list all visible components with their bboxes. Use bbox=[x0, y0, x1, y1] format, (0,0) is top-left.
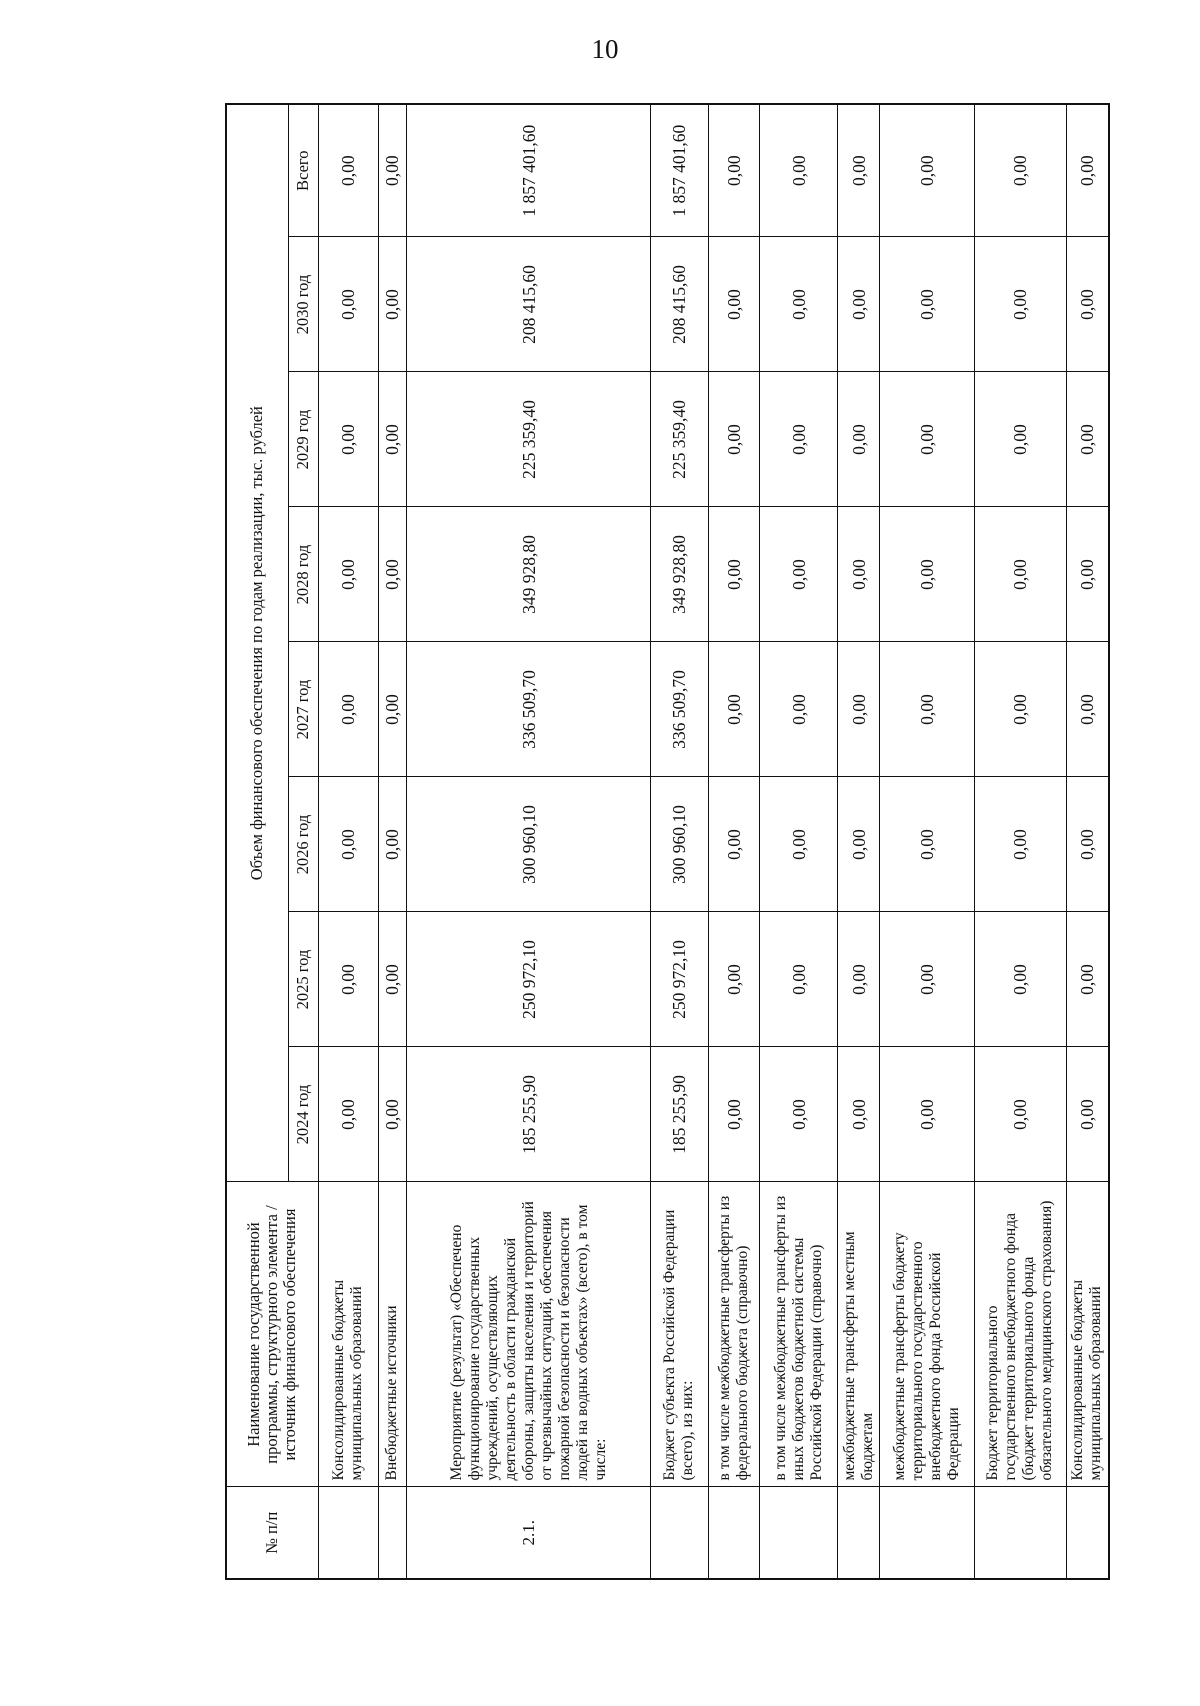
row-source-name: Внебюджетные источники bbox=[378, 1182, 407, 1487]
row-number bbox=[318, 1487, 378, 1579]
header-year: 2026 год bbox=[288, 777, 318, 912]
header-year: 2024 год bbox=[288, 1047, 318, 1182]
row-value: 0,00 bbox=[708, 507, 760, 642]
row-value: 0,00 bbox=[975, 1047, 1066, 1182]
row-value: 208 415,60 bbox=[650, 237, 708, 372]
table-row bbox=[650, 104, 708, 1579]
row-value: 0,00 bbox=[837, 507, 879, 642]
row-value: 0,00 bbox=[975, 912, 1066, 1047]
table-row bbox=[880, 104, 975, 1579]
row-source-name: Бюджет территориального государственного внебюджетного фонда (бюджет территориального фонда обязательного медицинского страхования) bbox=[975, 1182, 1066, 1487]
row-source-name: в том числе межбюджетные трансферты из федерального бюджета (справочно) bbox=[708, 1182, 760, 1487]
row-value: 0,00 bbox=[378, 912, 407, 1047]
row-value: 0,00 bbox=[760, 912, 838, 1047]
row-value: 0,00 bbox=[975, 777, 1066, 912]
row-number bbox=[1066, 1487, 1109, 1579]
row-value: 0,00 bbox=[1066, 1047, 1109, 1182]
row-value: 0,00 bbox=[378, 237, 407, 372]
row-value: 0,00 bbox=[975, 372, 1066, 507]
row-value: 0,00 bbox=[378, 372, 407, 507]
row-value: 300 960,10 bbox=[650, 777, 708, 912]
row-value: 349 928,80 bbox=[407, 507, 650, 642]
page-number: 10 bbox=[591, 34, 619, 64]
row-value: 1 857 401,60 bbox=[407, 104, 650, 237]
row-value: 0,00 bbox=[760, 104, 838, 237]
row-value: 0,00 bbox=[880, 642, 975, 777]
row-value: 0,00 bbox=[318, 642, 378, 777]
row-value: 0,00 bbox=[975, 642, 1066, 777]
row-value: 0,00 bbox=[975, 237, 1066, 372]
row-value: 0,00 bbox=[378, 777, 407, 912]
row-value: 0,00 bbox=[1066, 912, 1109, 1047]
table-row bbox=[760, 104, 838, 1579]
row-value: 1 857 401,60 bbox=[650, 104, 708, 237]
row-value: 0,00 bbox=[708, 912, 760, 1047]
row-value: 0,00 bbox=[760, 507, 838, 642]
row-value: 225 359,40 bbox=[650, 372, 708, 507]
row-value: 0,00 bbox=[837, 237, 879, 372]
row-value: 0,00 bbox=[708, 237, 760, 372]
row-value: 0,00 bbox=[1066, 507, 1109, 642]
row-number bbox=[378, 1487, 407, 1579]
row-value: 0,00 bbox=[708, 104, 760, 237]
funding-table bbox=[225, 103, 1110, 1580]
header-year: 2027 год bbox=[288, 642, 318, 777]
row-value: 0,00 bbox=[975, 104, 1066, 237]
row-value: 0,00 bbox=[760, 1047, 838, 1182]
row-number bbox=[760, 1487, 838, 1579]
row-value: 0,00 bbox=[1066, 372, 1109, 507]
table-row bbox=[708, 104, 760, 1579]
row-value: 0,00 bbox=[1066, 642, 1109, 777]
row-value: 0,00 bbox=[318, 777, 378, 912]
row-number bbox=[708, 1487, 760, 1579]
row-value: 185 255,90 bbox=[407, 1047, 650, 1182]
row-value: 0,00 bbox=[837, 912, 879, 1047]
table-row bbox=[407, 104, 650, 1579]
row-value: 0,00 bbox=[880, 104, 975, 237]
row-value: 0,00 bbox=[880, 372, 975, 507]
row-value: 0,00 bbox=[318, 1047, 378, 1182]
header-year: 2025 год bbox=[288, 912, 318, 1047]
row-value: 0,00 bbox=[880, 1047, 975, 1182]
row-value: 0,00 bbox=[378, 1047, 407, 1182]
table-row bbox=[318, 104, 378, 1579]
row-source-name: Консолидированные бюджеты муниципальных образований bbox=[1066, 1182, 1109, 1487]
row-value: 0,00 bbox=[318, 104, 378, 237]
row-value: 0,00 bbox=[837, 642, 879, 777]
table-row bbox=[975, 104, 1066, 1579]
row-value: 0,00 bbox=[1066, 237, 1109, 372]
table-row bbox=[837, 104, 879, 1579]
row-value: 0,00 bbox=[1066, 777, 1109, 912]
row-number bbox=[837, 1487, 879, 1579]
row-value: 225 359,40 bbox=[407, 372, 650, 507]
row-value: 0,00 bbox=[880, 237, 975, 372]
row-value: 0,00 bbox=[837, 104, 879, 237]
row-value: 0,00 bbox=[378, 104, 407, 237]
row-value: 0,00 bbox=[837, 1047, 879, 1182]
row-value: 250 972,10 bbox=[650, 912, 708, 1047]
table-row bbox=[1066, 104, 1109, 1579]
row-value: 336 509,70 bbox=[650, 642, 708, 777]
row-number bbox=[880, 1487, 975, 1579]
row-source-name: межбюджетные трансферты местным бюджетам bbox=[837, 1182, 879, 1487]
row-value: 250 972,10 bbox=[407, 912, 650, 1047]
row-value: 0,00 bbox=[837, 372, 879, 507]
row-value: 0,00 bbox=[837, 777, 879, 912]
row-source-name: Мероприятие (результат) «Обеспечено функционирование государственных учреждений, осуществляющих деятельность в области гражданской обороны, защиты населения и территорий от чрезвычайных ситуаций, обеспечения пожарной безопасности и безопасности людей на водных объектах» (всего), в том числе: bbox=[407, 1182, 650, 1487]
row-value: 0,00 bbox=[318, 507, 378, 642]
row-value: 0,00 bbox=[378, 507, 407, 642]
row-value: 208 415,60 bbox=[407, 237, 650, 372]
row-number: 2.1. bbox=[407, 1487, 650, 1579]
row-value: 0,00 bbox=[708, 777, 760, 912]
row-source-name: Бюджет субъекта Российской Федерации (всего), из них: bbox=[650, 1182, 708, 1487]
row-value: 0,00 bbox=[708, 372, 760, 507]
row-value: 0,00 bbox=[708, 1047, 760, 1182]
row-value: 336 509,70 bbox=[407, 642, 650, 777]
header-num: № п/п bbox=[226, 1487, 318, 1579]
row-value: 0,00 bbox=[760, 237, 838, 372]
row-number bbox=[650, 1487, 708, 1579]
header-year: 2030 год bbox=[288, 237, 318, 372]
row-value: 0,00 bbox=[378, 642, 407, 777]
header-funding-group: Объем финансового обеспечения по годам реализации, тыс. рублей bbox=[226, 104, 288, 1182]
row-value: 0,00 bbox=[880, 777, 975, 912]
header-name: Наименование государственной программы, структурного элемента / источник финансового обеспечения bbox=[226, 1182, 318, 1487]
row-number bbox=[975, 1487, 1066, 1579]
row-value: 0,00 bbox=[318, 237, 378, 372]
row-value: 349 928,80 bbox=[650, 507, 708, 642]
row-value: 185 255,90 bbox=[650, 1047, 708, 1182]
row-value: 0,00 bbox=[1066, 104, 1109, 237]
header-year: 2028 год bbox=[288, 507, 318, 642]
row-value: 0,00 bbox=[318, 912, 378, 1047]
row-value: 300 960,10 bbox=[407, 777, 650, 912]
row-value: 0,00 bbox=[318, 372, 378, 507]
row-value: 0,00 bbox=[880, 507, 975, 642]
row-value: 0,00 bbox=[760, 372, 838, 507]
row-source-name: в том числе межбюджетные трансферты из иных бюджетов бюджетной системы Российской Федерации (справочно) bbox=[760, 1182, 838, 1487]
row-source-name: межбюджетные трансферты бюджету территориального государственного внебюджетного фонда Российской Федерации bbox=[880, 1182, 975, 1487]
row-source-name: Консолидированные бюджеты муниципальных образований bbox=[318, 1182, 378, 1487]
row-value: 0,00 bbox=[708, 642, 760, 777]
row-value: 0,00 bbox=[760, 777, 838, 912]
row-value: 0,00 bbox=[880, 912, 975, 1047]
row-value: 0,00 bbox=[760, 642, 838, 777]
row-value: 0,00 bbox=[975, 507, 1066, 642]
header-year: Всего bbox=[288, 104, 318, 237]
header-year: 2029 год bbox=[288, 372, 318, 507]
rotated-table-container bbox=[225, 105, 1110, 1580]
table-row bbox=[378, 104, 407, 1579]
